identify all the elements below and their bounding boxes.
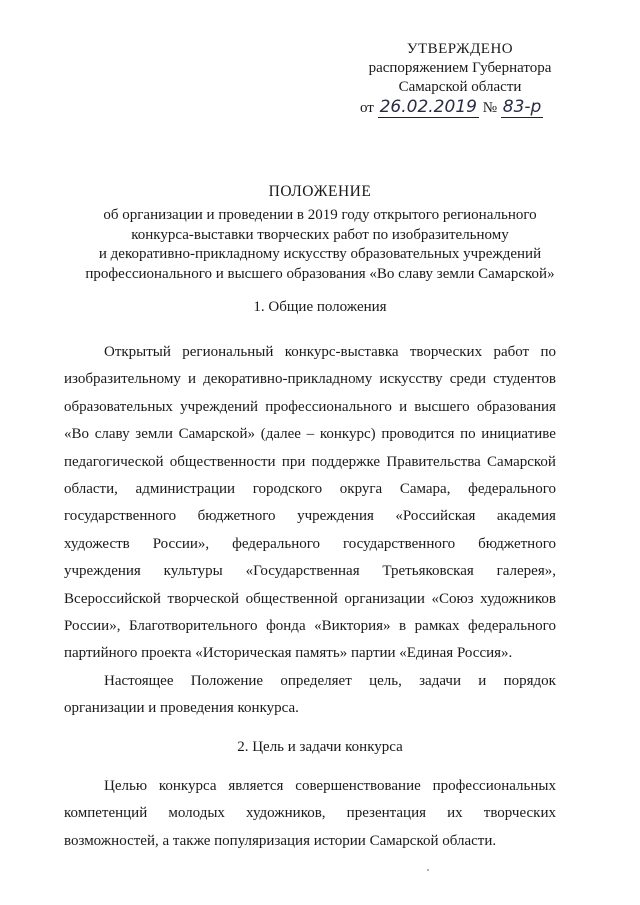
- paragraph-line: компетенций молодых художников, презентация их творческих: [64, 805, 556, 822]
- paragraph-line: области, администрации городского округа Самара, федерального: [64, 481, 556, 498]
- scan-speck: [427, 869, 429, 871]
- paragraph-line: учреждения культуры «Государственная Третьяковская галерея»,: [64, 563, 556, 580]
- paragraph-line: Целью конкурса является совершенствование профессиональных: [104, 778, 556, 794]
- paragraph-line: возможностей, а также популяризация истории Самарской области.: [64, 832, 497, 849]
- paragraph-line: партийного проекта «Историческая память» партии «Единая Россия».: [64, 645, 513, 662]
- section-2-paragraph-1: [64, 773, 556, 855]
- handwritten-date: 26.02.2019: [379, 97, 477, 117]
- subtitle-line: и декоративно-прикладному искусству образовательных учреждений: [98, 246, 542, 262]
- approval-line-2: Самарской области: [398, 79, 522, 95]
- paragraph-line: изобразительному и декоративно-прикладному искусству среди студентов: [64, 371, 556, 388]
- paragraph-line: педагогической общественности при поддержке Правительства Самарской: [64, 453, 556, 470]
- section-1-paragraph-2: [64, 668, 556, 723]
- document-subtitle: [40, 206, 600, 284]
- paragraph-line: художеств России», федерального государственного бюджетного: [64, 535, 556, 552]
- paragraph-line: Всероссийской творческой общественной организации «Союз художников: [64, 590, 556, 607]
- date-prefix: от: [360, 100, 374, 116]
- approval-status: УТВЕРЖДЕНО: [406, 41, 514, 57]
- paragraph-line: «Во славу земли Самарской» (далее – конкурс) проводится по инициативе: [64, 426, 556, 443]
- handwritten-number: 83-р: [502, 97, 542, 117]
- subtitle-line: об организации и проведении в 2019 году открытого регионального: [103, 207, 537, 223]
- paragraph-line: Открытый региональный конкурс-выставка творческих работ по: [104, 344, 556, 360]
- paragraph-line: государственного бюджетного учреждения «Российская академия: [64, 508, 556, 525]
- section-1-paragraph-1: [64, 339, 556, 668]
- paragraph-line: Настоящее Положение определяет цель, задачи и порядок: [104, 673, 556, 689]
- document-title: ПОЛОЖЕНИЕ: [268, 183, 372, 200]
- number-prefix: №: [482, 100, 498, 116]
- approval-block: [350, 40, 570, 118]
- section-1-heading: 1. Общие положения: [253, 299, 387, 315]
- paragraph-line: организации и проведения конкурса.: [64, 700, 299, 717]
- paragraph-line: России», Благотворительного фонда «Виктория» в рамках федерального: [64, 618, 556, 635]
- subtitle-line: конкурса-выставки творческих работ по изобразительному: [131, 226, 509, 243]
- approval-line-1: распоряжением Губернатора: [368, 60, 552, 76]
- section-2-heading: 2. Цель и задачи конкурса: [237, 739, 403, 755]
- paragraph-line: образовательных учреждений профессионального и высшего образования: [64, 398, 556, 415]
- approval-date-row: [350, 98, 570, 118]
- subtitle-line: профессионального и высшего образования «Во славу земли Самарской»: [85, 265, 555, 282]
